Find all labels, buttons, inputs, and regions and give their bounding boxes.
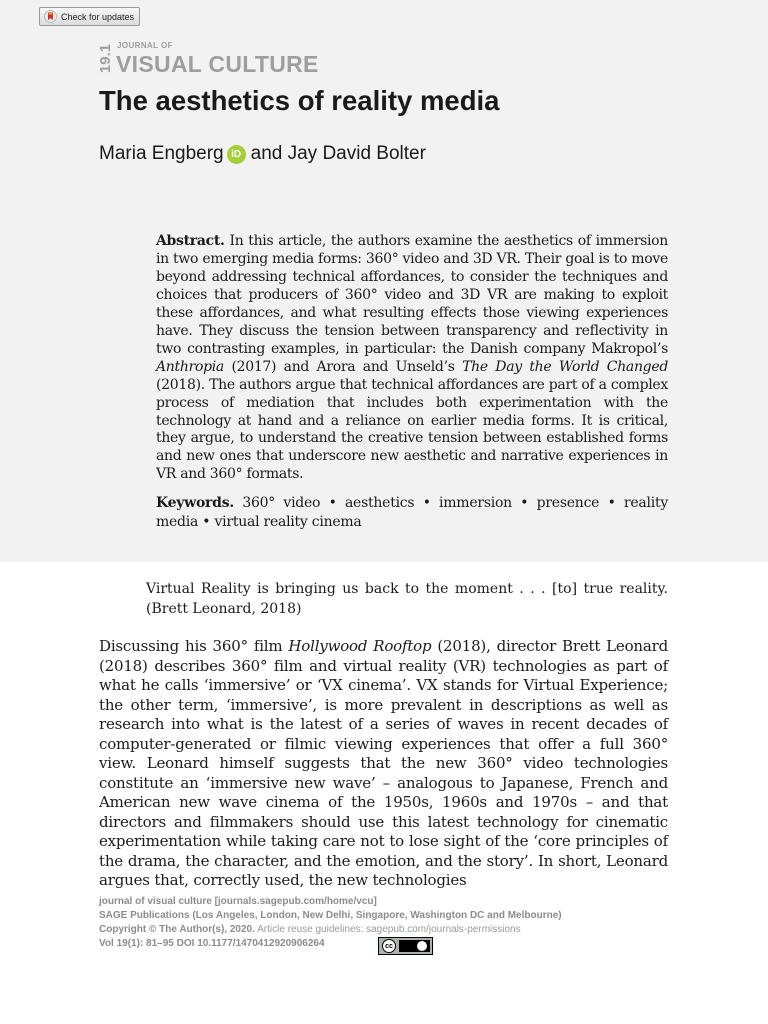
- volume-issue-text: 19.1: [97, 43, 115, 73]
- body-text-part-2: (2018), director Brett Leonard (2018) describes 360° film and virtual reality (VR) technologies as part of what he calls ‘immersive’ or ‘VX cinema’. VX stands for Virtual Experience; the other term, ‘immersive’, is more prevalent in descriptions as well as research into what is the latest of a series of waves in recent decades of computer-generated or filmic viewing experiences that offer a full 360° view. Leonard himself suggests that the new 360° video technologies constitute an ‘immersive new wave’ – analogous to Japanese, French and American new wave cinema of the 1950s, 1960s and 1970s – and that directors and filmmakers should use this latest technology for cinematic experimentation while taking care not to lose sight of the ‘core principles of the drama, the character, and the emotion, and the story’. In short, Leonard argues that, correctly used, the new technologies: [99, 637, 668, 889]
- abstract-text-part-2: (2017) and Arora and Unseld’s: [223, 358, 463, 375]
- keywords-text: 360° video • aesthetics • immersion • presence • reality media • virtual reality cinema: [156, 495, 668, 530]
- footer-copyright-line: [99, 923, 659, 937]
- coauthor-name: and Jay David Bolter: [250, 143, 426, 164]
- abstract-text-part-3: (2018). The authors argue that technical affordances are part of a complex process of mediation that includes both experimentation with the technology at hand and a reliance on earlier media forms. It is critical, they argue, to understand the creative tension between established forms and new ones that underscore new aesthetic and narrative experiences in VR and 360° formats.: [156, 376, 668, 483]
- epigraph: Virtual Reality is bringing us back to the moment . . . [to] true reality. (Brett Leonard, 2018): [146, 581, 668, 617]
- footer-copyright: Copyright © The Author(s), 2020.: [99, 924, 255, 935]
- abstract-work-title-2: The Day the World Changed: [462, 358, 668, 375]
- person-icon: [417, 941, 427, 951]
- author-line: [99, 141, 426, 167]
- article-title: The aesthetics of reality media: [99, 85, 500, 116]
- footer-reuse-guidelines[interactable]: Article reuse guidelines: sagepub.com/journals-permissions: [254, 924, 521, 935]
- cc-by-license-badge[interactable]: [378, 937, 433, 955]
- body-film-title: Hollywood Rooftop: [288, 637, 432, 655]
- orcid-icon[interactable]: iD: [227, 145, 246, 164]
- author-name: Maria Engberg: [99, 143, 224, 164]
- check-for-updates-button[interactable]: [39, 7, 140, 26]
- footer-journal-line: journal of visual culture [journals.sagepub.com/home/vcu]: [99, 896, 377, 907]
- cc-icon: cc: [382, 939, 396, 953]
- journal-name-small: JOURNAL OF: [117, 41, 173, 50]
- body-text-part-1: Discussing his 360° film: [99, 637, 289, 655]
- abstract-text-part-1: In this article, the authors examine the aesthetics of immersion in two emerging media forms: 360° video and 3D VR. Their goal is to move beyond addressing technical affordances, to consider the techniques and choices that producers of 360° video and 3D VR are making to exploit these affordances, and what resulting effects those viewing experiences have. They discuss the tension between transparency and reflectivity in two contrasting examples, in particular: the Danish company Makropol’s: [156, 233, 669, 357]
- keywords: [156, 494, 668, 532]
- abstract-label: Abstract.: [156, 233, 225, 249]
- abstract: [156, 233, 668, 484]
- volume-issue: [96, 42, 116, 74]
- footer-volume-doi-line: Vol 19(1): 81–95 DOI 10.1177/1470412920906264: [99, 938, 325, 949]
- footer-publisher-line: SAGE Publications (Los Angeles, London, New Delhi, Singapore, Washington DC and Melbourne): [99, 910, 562, 921]
- crossmark-icon: [44, 10, 57, 23]
- keywords-label: Keywords.: [156, 495, 234, 511]
- journal-name-large: VISUAL CULTURE: [116, 51, 319, 77]
- check-for-updates-label: Check for updates: [61, 11, 135, 22]
- body-paragraph: [99, 637, 668, 891]
- abstract-work-title-1: Anthropia: [156, 358, 224, 375]
- by-attribution-icon: [399, 940, 430, 952]
